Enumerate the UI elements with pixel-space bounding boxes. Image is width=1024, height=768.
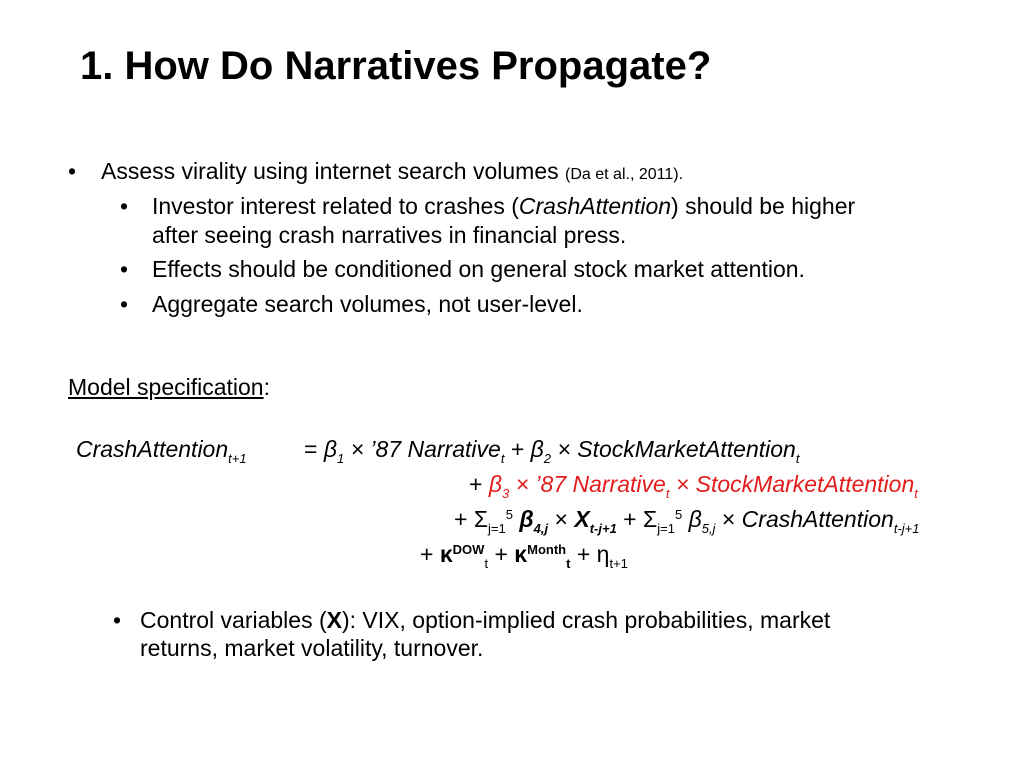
- model-specification-heading: [68, 374, 270, 401]
- equation-line-2: + $\beta_3$ × ’87 Narrative$_t$ × StockMarketAttention$_t$: [469, 471, 918, 501]
- sub-bullet-aggregate-text: Aggregate search volumes, not user-level.: [152, 291, 583, 317]
- control-pre: Control variables (: [140, 607, 327, 633]
- bullet-virality: [68, 158, 683, 185]
- model-specification-label: Model specification: [68, 374, 264, 400]
- control-post: ): VIX, option-implied crash probabilities, market: [341, 607, 831, 633]
- bullet-marker: •: [113, 607, 122, 633]
- sub-bullet-investor-pre: Investor interest related to crashes (: [152, 193, 519, 219]
- bullet-marker: •: [120, 291, 129, 317]
- sub-bullet-conditioned-text: Effects should be conditioned on general stock market attention.: [152, 256, 805, 282]
- control-variables-line2: returns, market volatility, turnover.: [140, 635, 484, 661]
- bullet-marker: •: [120, 193, 129, 219]
- bullet-virality-text: Assess virality using internet search volumes: [101, 158, 566, 184]
- sub-bullet-conditioned: [120, 256, 805, 283]
- bullet-marker: •: [68, 158, 77, 184]
- sub-bullet-investor-post: ) should be higher: [671, 193, 856, 219]
- bullet-marker: •: [120, 256, 129, 282]
- sub-bullet-investor-italic: CrashAttention: [518, 193, 672, 219]
- control-bold-x: X: [326, 607, 342, 633]
- model-specification-colon: :: [263, 374, 270, 400]
- equation-line-3: + $\Sigma_{j=1}^5$ $\beta_{4,j} \times X_{t-j+1} + \Sigma_{j=1}^5$ $\beta_{5,j}$ × CrashAttention$_{t-j+1}$: [454, 506, 920, 536]
- equation-lhs: CrashAttention$_{t+1}$: [76, 436, 247, 466]
- sub-bullet-investor-line2: after seeing crash narratives in financial press.: [152, 222, 627, 248]
- slide-title: 1. How Do Narratives Propagate?: [80, 44, 712, 88]
- interaction-term: $\beta_3$ × ’87 Narrative$_t$ × StockMarketAttention$_t$: [488, 471, 918, 501]
- citation: (Da et al., 2011).: [565, 166, 684, 183]
- sub-bullet-investor-interest: [120, 193, 855, 220]
- sub-bullet-aggregate: [120, 291, 583, 318]
- equation-line-4: + $\kappa^{DOW}_t + \kappa^{Month}_t + \eta_{t+1}$: [420, 541, 628, 571]
- bullet-control-variables: [113, 607, 830, 634]
- equation-line-1: = $\beta_1$ × ’87 Narrative$_t$ + $\beta_2$ × StockMarketAttention$_t$: [304, 436, 800, 466]
